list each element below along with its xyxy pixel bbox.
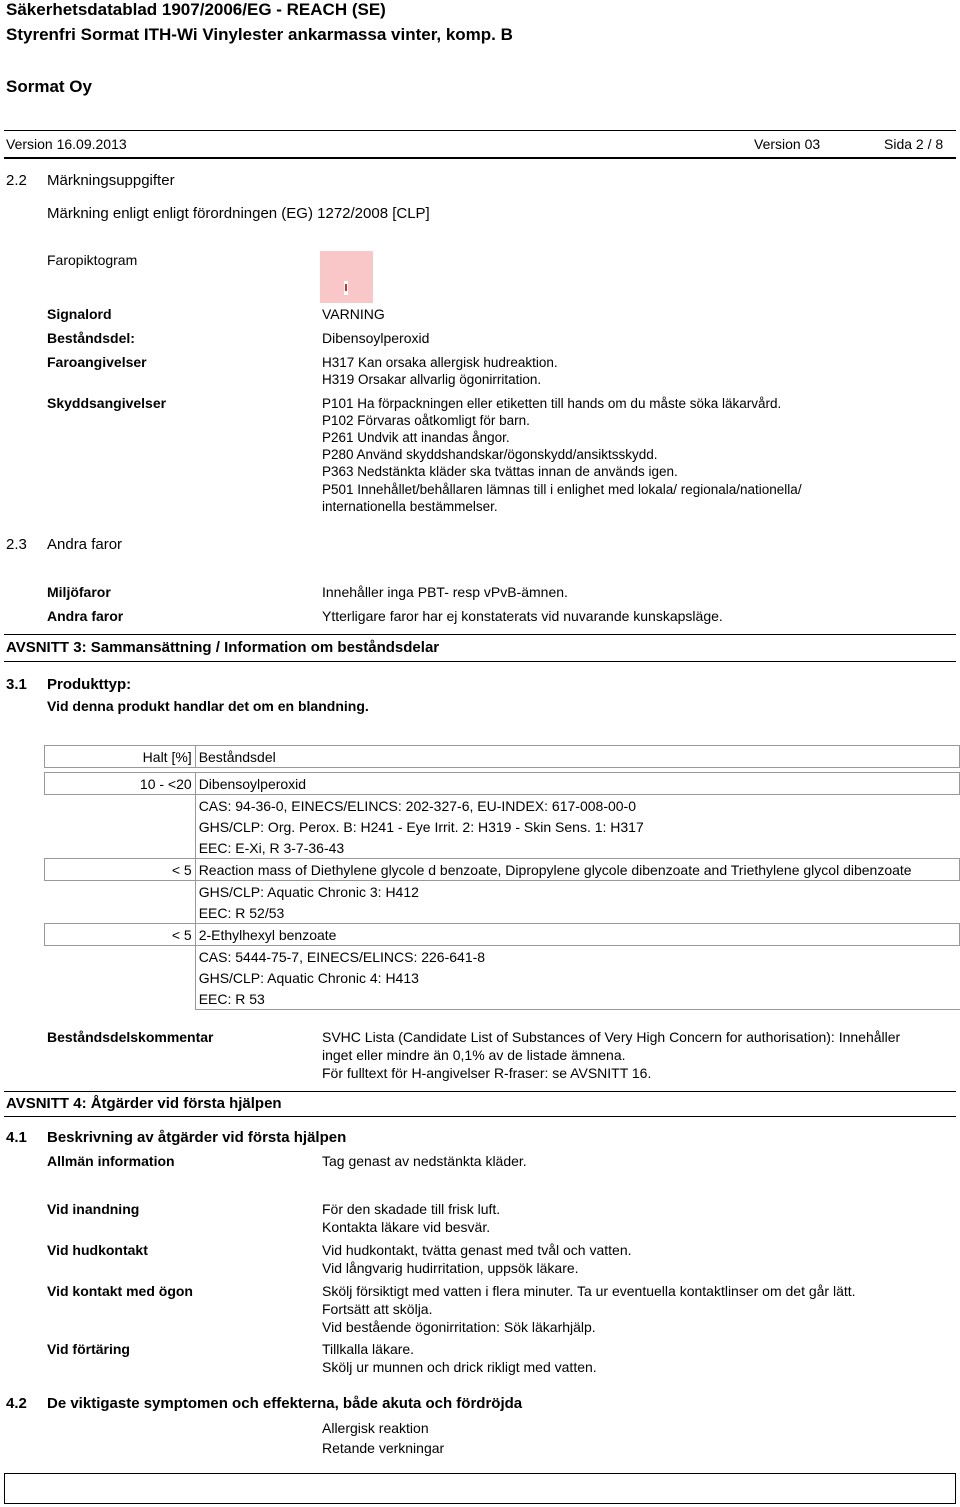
precaution-label: Skyddsangivelser [47, 395, 167, 411]
component-detail: GHS/CLP: Org. Perox. B: H241 - Eye Irrit. 2: H319 - Skin Sens. 1: H317 [195, 816, 959, 837]
env-hazard-value: Innehåller inga PBT- resp vPvB-ämnen. [322, 584, 568, 600]
column-header-component: Beståndsdel [195, 746, 959, 768]
inhalation-line: För den skadade till frisk luft. [322, 1201, 501, 1217]
eye-contact-label: Vid kontakt med ögon [47, 1283, 193, 1299]
precaution-statement: P501 Innehållet/behållaren lämnas till i enlighet med lokala/ regionala/nationella/ [322, 482, 802, 497]
component-amount: < 5 [45, 924, 196, 946]
component-label: Beståndsdel: [47, 330, 135, 346]
signal-value: VARNING [322, 306, 385, 322]
hazard-statement: H317 Kan orsaka allergisk hudreaktion. [322, 355, 558, 370]
column-header-amount: Halt [%] [45, 746, 196, 768]
ingestion-line: Skölj ur munnen och drick rikligt med vatten. [322, 1359, 597, 1375]
component-detail: GHS/CLP: Aquatic Chronic 4: H413 [195, 967, 959, 988]
component-name: Dibensoylperoxid [195, 773, 959, 795]
component-detail: CAS: 5444-75-7, EINECS/ELINCS: 226-641-8 [195, 946, 959, 968]
component-comment-line: inget eller mindre än 0,1% av de listade ämnena. [322, 1047, 626, 1063]
section-number: 2.3 [6, 536, 27, 553]
symptom-item: Allergisk reaktion [322, 1420, 429, 1436]
general-info-value: Tag genast av nedstänkta kläder. [322, 1153, 527, 1169]
section-number: 4.1 [6, 1129, 27, 1146]
component-detail: EEC: R 53 [195, 988, 959, 1010]
inhalation-label: Vid inandning [47, 1201, 140, 1217]
section-number: 3.1 [6, 676, 27, 693]
header-rule-top [4, 130, 956, 131]
component-detail: GHS/CLP: Aquatic Chronic 3: H412 [195, 881, 959, 903]
env-hazard-label: Miljöfaror [47, 584, 111, 600]
section-rule [4, 1116, 956, 1117]
skin-contact-line: Vid hudkontakt, tvätta genast med tvål och vatten. [322, 1242, 632, 1258]
product-type-label: Produkttyp: [47, 676, 132, 693]
header-rule-bottom [4, 157, 956, 159]
content-box [4, 1473, 956, 1504]
hazard-label: Faroangivelser [47, 354, 147, 370]
subsection-title: De viktigaste symptomen och effekterna, både akuta och fördröjda [47, 1395, 523, 1412]
other-hazard-label: Andra faror [47, 608, 124, 624]
skin-contact-line: Vid långvarig hudirritation, uppsök läkare. [322, 1260, 579, 1276]
version-date: Version 16.09.2013 [6, 136, 127, 152]
table-row [45, 773, 960, 795]
ingestion-label: Vid förtäring [47, 1341, 130, 1357]
section-number: 2.2 [6, 172, 27, 189]
precaution-statement: P101 Ha förpackningen eller etiketten till hands om du måste söka läkarvård. [322, 396, 782, 411]
ingestion-line: Tillkalla läkare. [322, 1341, 415, 1357]
other-hazard-value: Ytterligare faror har ej konstaterats vid nuvarande kunskapsläge. [322, 608, 723, 624]
precaution-statement: internationella bestämmelser. [322, 499, 498, 514]
composition-table [44, 745, 960, 1010]
component-detail: CAS: 94-36-0, EINECS/ELINCS: 202-327-6, EU-INDEX: 617-008-00-0 [195, 795, 959, 817]
hazard-statement: H319 Orsakar allvarlig ögonirritation. [322, 372, 542, 387]
component-detail: EEC: R 52/53 [195, 902, 959, 924]
page-number: Sida 2 / 8 [884, 136, 944, 152]
component-comment-line: SVHC Lista (Candidate List of Substances of Very High Concern for authorisation): Innehåller [322, 1029, 901, 1045]
section-rule [4, 634, 956, 635]
component-amount: < 5 [45, 859, 196, 881]
component-comment-line: För fulltext för H-angivelser R-fraser: se AVSNITT 16. [322, 1065, 652, 1081]
section-3-heading: AVSNITT 3: Sammansättning / Information om beståndsdelar [6, 639, 440, 656]
symptom-item: Retande verkningar [322, 1440, 445, 1456]
subsection-title: Beskrivning av åtgärder vid första hjälpen [47, 1129, 347, 1146]
company-name: Sormat Oy [6, 77, 92, 96]
component-amount: 10 - <20 [45, 773, 196, 795]
general-info-label: Allmän information [47, 1153, 175, 1169]
document-title: Säkerhetsdatablad 1907/2006/EG - REACH (SE) [6, 0, 386, 19]
table-row [45, 924, 960, 946]
section-subtitle: Märkning enligt enligt förordningen (EG) 1272/2008 [CLP] [47, 205, 430, 222]
section-rule [4, 1091, 956, 1092]
version-number: Version 03 [754, 136, 821, 152]
component-name: 2-Ethylhexyl benzoate [195, 924, 959, 946]
component-value: Dibensoylperoxid [322, 330, 430, 346]
product-name: Styrenfri Sormat ITH-Wi Vinylester ankarmassa vinter, komp. B [6, 25, 513, 44]
skin-contact-label: Vid hudkontakt [47, 1242, 148, 1258]
precaution-statement: P280 Använd skyddshandskar/ögonskydd/ansiktsskydd. [322, 447, 658, 462]
section-4-heading: AVSNITT 4: Åtgärder vid första hjälpen [6, 1095, 282, 1112]
section-title: Andra faror [47, 536, 123, 553]
precaution-statement: P261 Undvik att inandas ångor. [322, 430, 510, 445]
component-name: Reaction mass of Diethylene glycole d benzoate, Dipropylene glycole dibenzoate and Triethylene glycol dibenzoate [195, 859, 959, 881]
inhalation-line: Kontakta läkare vid besvär. [322, 1219, 491, 1235]
hazard-pictogram-image [320, 251, 373, 303]
product-type-value: Vid denna produkt handlar det om en blandning. [47, 698, 369, 714]
exclamation-icon [320, 251, 373, 303]
table-row [45, 859, 960, 881]
eye-contact-line: Fortsätt att skölja. [322, 1301, 433, 1317]
section-title: Märkningsuppgifter [47, 172, 175, 189]
component-comment-label: Beståndsdelskommentar [47, 1029, 214, 1045]
precaution-statement: P363 Nedstänkta kläder ska tvättas innan de används igen. [322, 464, 678, 479]
table-header-row [45, 746, 960, 768]
eye-contact-line: Vid bestående ögonirritation: Sök läkarhjälp. [322, 1319, 596, 1335]
section-number: 4.2 [6, 1395, 27, 1412]
section-rule [4, 661, 956, 662]
pictogram-label: Faropiktogram [47, 252, 138, 268]
eye-contact-line: Skölj försiktigt med vatten i flera minuter. Ta ur eventuella kontaktlinser om det går lätt. [322, 1283, 856, 1299]
signal-label: Signalord [47, 306, 112, 322]
component-detail: EEC: E-Xi, R 3-7-36-43 [195, 837, 959, 859]
precaution-statement: P102 Förvaras oåtkomligt för barn. [322, 413, 530, 428]
